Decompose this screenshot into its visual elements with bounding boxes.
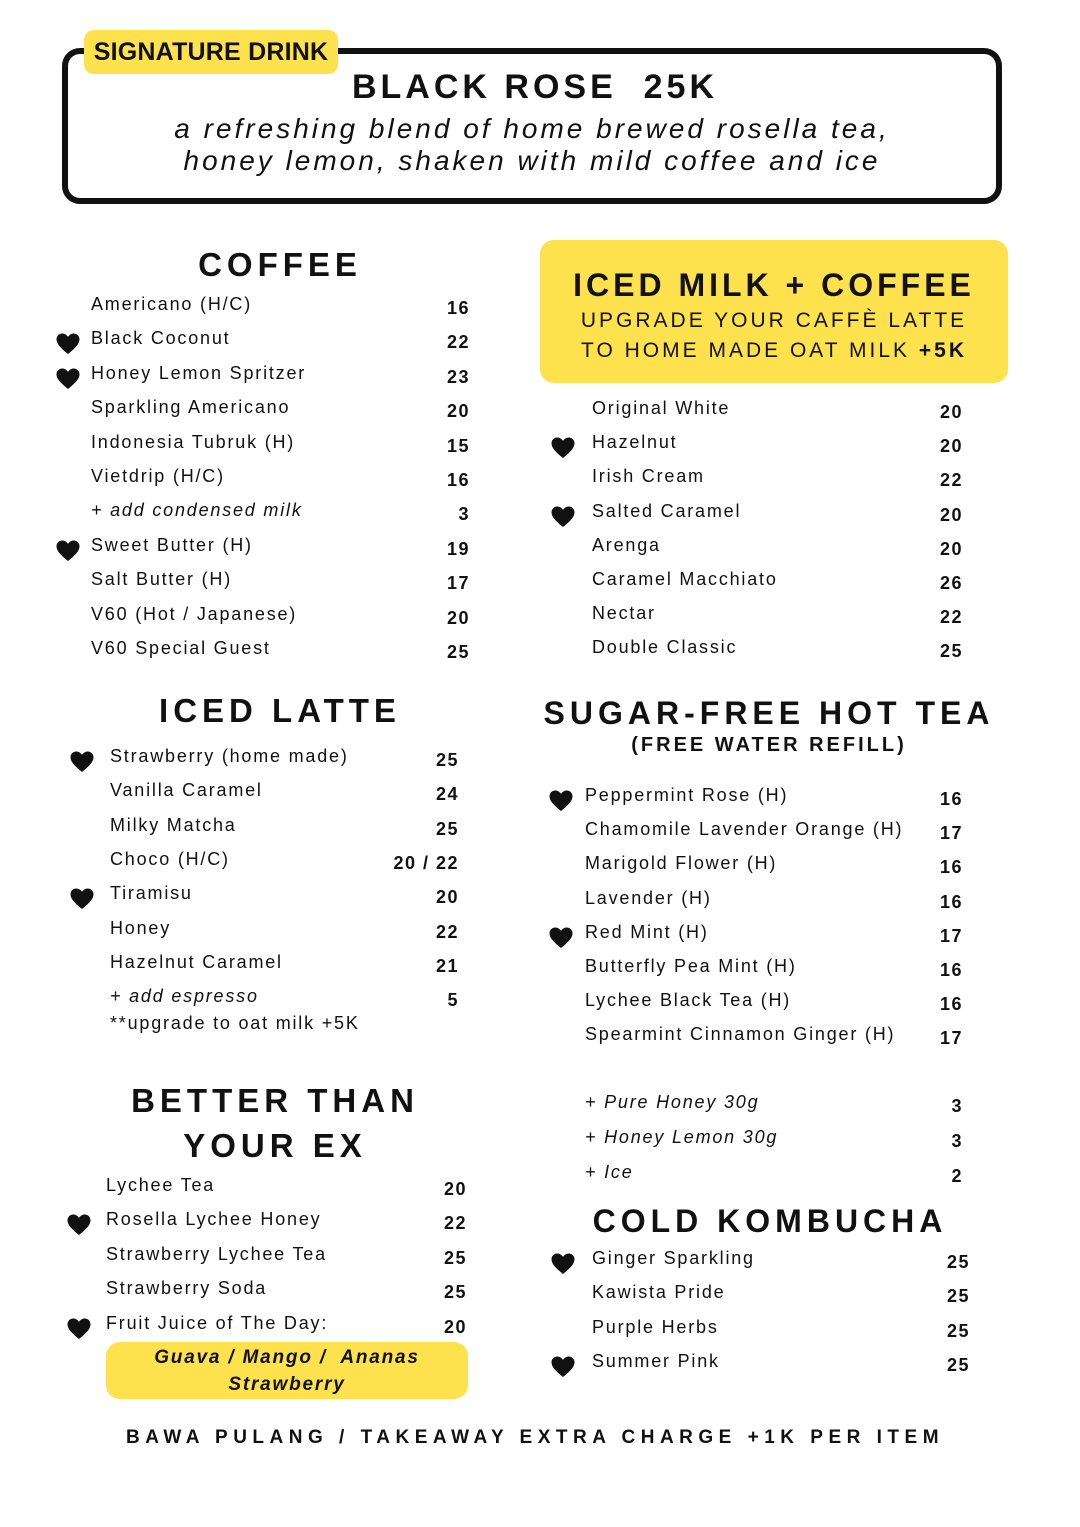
- menu-item-name: Irish Cream: [592, 466, 705, 487]
- menu-item-price: 3: [951, 1131, 963, 1151]
- menu-item: [0, 569, 1080, 599]
- menu-item-price: 19: [446, 538, 470, 559]
- signature-desc-line: a refreshing blend of home brewed rosella tea,: [174, 113, 890, 144]
- menu-item-price: 3: [458, 504, 470, 525]
- menu-item-price: 20 / 22: [393, 852, 459, 873]
- menu-item-name: Honey: [110, 917, 172, 938]
- menu-item: [0, 501, 1080, 531]
- menu-item-name: Peppermint Rose (H): [585, 785, 789, 805]
- iced-milk-promo-price: +5K: [918, 339, 967, 362]
- menu-item-name: Summer Pink: [592, 1350, 720, 1371]
- hot-tea-heading: SUGAR-FREE HOT TEA: [543, 695, 995, 731]
- menu-item-name: + Honey Lemon 30g: [585, 1127, 779, 1147]
- menu-item-price: 25: [443, 1282, 467, 1303]
- menu-item-price: 25: [946, 1354, 970, 1375]
- menu-item-name: Milky Matcha: [110, 814, 237, 835]
- fruit-juice-options-line: Guava / Mango / Ananas: [154, 1347, 420, 1368]
- menu-item: [0, 535, 1080, 565]
- menu-item-name: + Pure Honey 30g: [585, 1092, 760, 1112]
- signature-title: BLACK ROSE 25K: [351, 68, 719, 106]
- menu-item: [0, 1282, 1080, 1312]
- menu-item-price: 16: [939, 994, 963, 1015]
- menu-item-name: Double Classic: [592, 637, 738, 658]
- menu-item: [0, 432, 1080, 462]
- menu-item-name: Vietdrip (H/C): [91, 466, 225, 486]
- menu-item-name: Lychee Tea: [106, 1175, 216, 1195]
- menu-item-name: Caramel Macchiato: [592, 569, 778, 589]
- menu-item-price: 20: [939, 538, 963, 559]
- better-than-ex-heading-line: YOUR EX: [183, 1127, 367, 1164]
- signature-badge: SIGNATURE DRINK: [84, 30, 338, 74]
- menu-item: [0, 603, 1080, 633]
- iced-latte-heading: ICED LATTE: [159, 692, 401, 729]
- menu-item-price: 17: [939, 925, 963, 946]
- menu-item-name: Salt Butter (H): [91, 569, 233, 590]
- oat-milk-note: **upgrade to oat milk +5K: [110, 1013, 360, 1033]
- menu-item-price: 15: [446, 435, 470, 456]
- menu-item-name: Indonesia Tubruk (H): [91, 431, 296, 452]
- menu-item-price: 22: [446, 332, 470, 353]
- menu-item: [0, 819, 1080, 849]
- signature-description: [62, 113, 1002, 177]
- menu-item-name: Chamomile Lavender Orange (H): [585, 819, 904, 840]
- menu-item-name: Fruit Juice of The Day:: [106, 1312, 329, 1333]
- menu-item: [0, 785, 1080, 815]
- menu-item: [0, 956, 1080, 986]
- heart-icon: [67, 1214, 91, 1236]
- menu-item-name: Tiramisu: [110, 883, 193, 904]
- menu-item-name: Ginger Sparkling: [592, 1248, 755, 1268]
- heart-icon: [56, 368, 80, 390]
- heart-icon: [56, 333, 80, 355]
- menu-item-price: 22: [939, 470, 963, 491]
- menu-item-price: 20: [435, 887, 459, 908]
- menu-item: [0, 1175, 1080, 1205]
- menu-item-name: + Ice: [585, 1162, 634, 1182]
- menu-item: [0, 1317, 1080, 1347]
- menu-item-name: Spearmint Cinnamon Ginger (H): [585, 1024, 896, 1045]
- menu-item-price: 20: [443, 1316, 467, 1337]
- menu-item-name: Choco (H/C): [110, 848, 230, 869]
- menu-item-name: Lychee Black Tea (H): [585, 990, 792, 1011]
- menu-item-name: V60 Special Guest: [91, 638, 271, 658]
- heart-icon: [551, 506, 575, 528]
- menu-item-price: 25: [946, 1320, 970, 1341]
- menu-item: [0, 853, 1080, 883]
- menu-item-price: 22: [939, 607, 963, 628]
- menu-item: [0, 1248, 1080, 1278]
- menu-item: [0, 466, 1080, 496]
- menu-item-name: Americano (H/C): [91, 294, 253, 314]
- menu-item-price: 20: [446, 607, 470, 628]
- menu-item: [0, 990, 1080, 1020]
- heart-icon: [549, 790, 573, 812]
- menu-item-name: Vanilla Caramel: [110, 780, 263, 801]
- menu-item-name: Strawberry (home made): [110, 746, 349, 766]
- menu-item-price: 16: [446, 470, 470, 490]
- menu-item-price: 20: [443, 1179, 467, 1199]
- menu-item-price: 25: [435, 818, 459, 839]
- menu-item-price: 20: [939, 504, 963, 525]
- menu-item-name: Honey Lemon Spritzer: [91, 362, 307, 383]
- menu-item: [0, 398, 1080, 428]
- menu-item-price: 24: [435, 784, 459, 805]
- kombucha-heading: COLD KOMBUCHA: [592, 1203, 948, 1239]
- menu-item-name: Kawista Pride: [592, 1282, 726, 1303]
- coffee-heading: COFFEE: [198, 246, 362, 283]
- menu-item-price: 20: [446, 401, 470, 422]
- menu-item-price: 25: [435, 750, 459, 770]
- menu-item: [0, 1024, 1080, 1054]
- menu-item-name: Lavender (H): [585, 887, 712, 908]
- menu-item-name: Butterfly Pea Mint (H): [585, 956, 797, 976]
- menu-item-name: Hazelnut: [592, 432, 678, 453]
- heart-icon: [551, 437, 575, 459]
- menu-item-name: Salted Caramel: [592, 500, 742, 521]
- menu-item-price: 25: [946, 1252, 970, 1272]
- menu-item-price: 16: [939, 789, 963, 809]
- menu-item-price: 16: [939, 891, 963, 912]
- menu-item-price: 26: [939, 573, 963, 593]
- menu-item-name: Rosella Lychee Honey: [106, 1209, 322, 1230]
- heart-icon: [551, 1356, 575, 1378]
- takeaway-charge-note: BAWA PULANG / TAKEAWAY EXTRA CHARGE +1K PER ITEM: [125, 1427, 945, 1448]
- menu-item-price: 5: [447, 990, 459, 1011]
- menu-item-name: + add espresso: [110, 986, 259, 1007]
- menu-item-price: 23: [446, 366, 470, 387]
- better-than-ex-heading-line: BETTER THAN: [131, 1082, 419, 1119]
- menu-item-name: Black Coconut: [91, 328, 231, 349]
- menu-item-price: 22: [443, 1213, 467, 1234]
- menu-item-price: 20: [939, 402, 963, 422]
- menu-item: [0, 637, 1080, 667]
- menu-item-name: Strawberry Lychee Tea: [106, 1243, 327, 1264]
- menu-item: [0, 888, 1080, 918]
- menu-item-price: 25: [443, 1247, 467, 1268]
- iced-milk-heading: ICED MILK + COFFEE: [573, 267, 975, 303]
- menu-item-name: Sparkling Americano: [91, 397, 291, 418]
- menu-item-price: 16: [446, 298, 470, 318]
- menu-item-price: 2: [951, 1166, 963, 1186]
- iced-milk-promo-text: TO HOME MADE OAT MILK: [581, 339, 911, 362]
- menu-item-name: V60 (Hot / Japanese): [91, 603, 298, 624]
- menu-item-name: Arenga: [592, 534, 661, 555]
- menu-item-name: Marigold Flower (H): [585, 853, 778, 874]
- iced-milk-promo-line: [540, 339, 1008, 363]
- menu-item-price: 20: [939, 436, 963, 457]
- menu-item-price: 3: [951, 1096, 963, 1116]
- better-than-ex-heading: [95, 1078, 455, 1168]
- menu-item-name: Sweet Butter (H): [91, 534, 253, 555]
- menu-item-name: Nectar: [592, 603, 656, 624]
- menu-item-price: 22: [435, 921, 459, 942]
- hot-tea-subheading: (FREE WATER REFILL): [631, 734, 907, 756]
- menu-item-price: 21: [435, 955, 459, 976]
- menu-item-name: Original White: [592, 398, 731, 418]
- menu-item-name: Red Mint (H): [585, 921, 709, 942]
- menu-item-name: + add condensed milk: [91, 500, 303, 521]
- heart-icon: [549, 927, 573, 949]
- iced-milk-promo-line: UPGRADE YOUR CAFFÈ LATTE: [580, 309, 968, 332]
- menu-item-price: 17: [446, 573, 470, 594]
- menu-item-price: 16: [939, 960, 963, 980]
- heart-icon: [70, 751, 94, 773]
- fruit-juice-options-line: Strawberry: [228, 1374, 346, 1395]
- menu-item-name: Purple Herbs: [592, 1316, 719, 1337]
- menu-item-price: 25: [446, 642, 470, 662]
- signature-desc-line: honey lemon, shaken with mild coffee and ice: [183, 145, 881, 176]
- menu-item-name: Strawberry Soda: [106, 1278, 268, 1299]
- menu-item: [0, 922, 1080, 952]
- menu-item-price: 17: [939, 823, 963, 844]
- heart-icon: [551, 1253, 575, 1275]
- menu-item-price: 25: [939, 641, 963, 662]
- menu-item: [0, 1351, 1080, 1381]
- menu-item-price: 25: [946, 1286, 970, 1307]
- menu-item-price: 16: [939, 857, 963, 878]
- menu-item-name: Hazelnut Caramel: [110, 951, 283, 972]
- menu-item-price: 17: [939, 1028, 963, 1049]
